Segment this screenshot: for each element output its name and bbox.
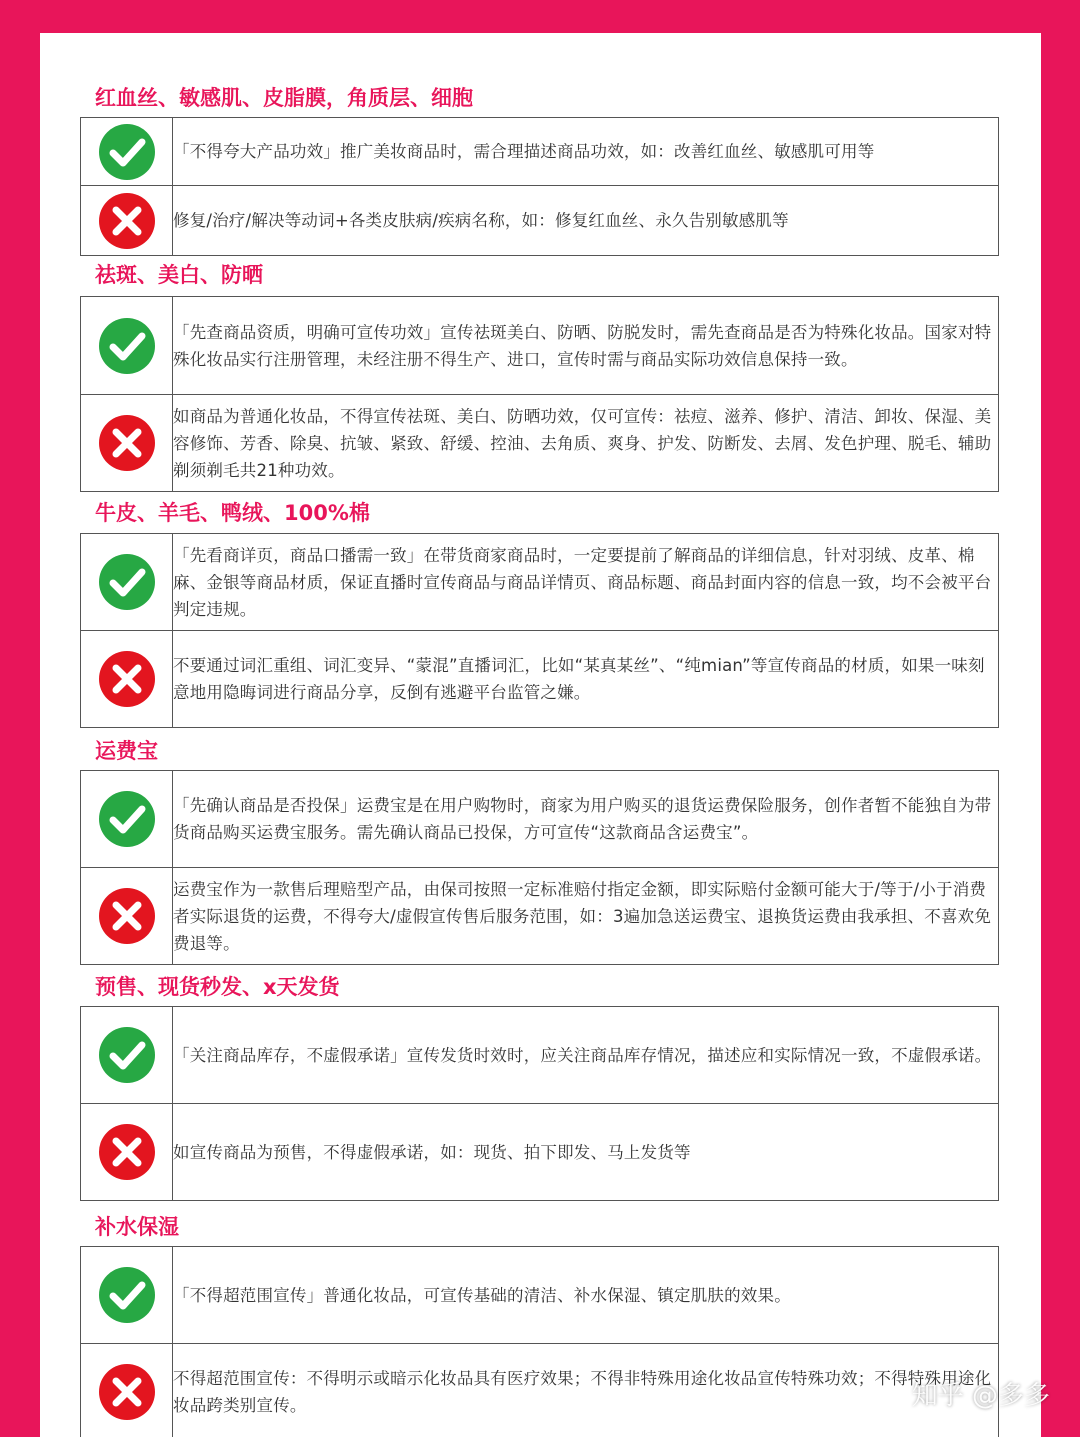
rule-text: 不得超范围宣传：不得明示或暗示化妆品具有医疗效果；不得非特殊用途化妆品宣传特殊功效；不得特殊用途化妆品跨类别宣传。 (173, 1344, 999, 1437)
rules-table (80, 533, 999, 728)
rule-row-forbidden (81, 186, 999, 256)
rules-table (80, 117, 999, 256)
watermark: 知乎 @多多 (911, 1381, 1050, 1411)
check-icon (97, 789, 157, 849)
rule-text: 「先查商品资质，明确可宣传功效」宣传祛斑美白、防晒、防脱发时，需先查商品是否为特殊化妆品。国家对特殊化妆品实行注册管理，未经注册不得生产、进口，宣传时需与商品实际功效信息保持一致。 (173, 297, 999, 395)
rule-text: 「不得超范围宣传」普通化妆品，可宣传基础的清洁、补水保湿、镇定肌肤的效果。 (173, 1247, 999, 1344)
section-title: 补水保湿 (95, 1215, 179, 1239)
section-title: 红血丝、敏感肌、皮脂膜，角质层、细胞 (95, 86, 473, 110)
cross-icon (97, 1122, 157, 1182)
section-title: 祛斑、美白、防晒 (95, 263, 263, 287)
section-title: 牛皮、羊毛、鸭绒、100%棉 (95, 501, 370, 525)
rule-text: 不要通过词汇重组、词汇变异、“蒙混”直播词汇，比如“某真某丝”、“纯mian”等宣传商品的材质，如果一味刻意地用隐晦词进行商品分享，反倒有逃避平台监管之嫌。 (173, 631, 999, 728)
rules-table (80, 1006, 999, 1201)
check-icon (97, 552, 157, 612)
check-icon (97, 122, 157, 182)
cross-icon (97, 886, 157, 946)
cross-icon (97, 1362, 157, 1422)
rule-row-allowed (81, 1247, 999, 1344)
rule-row-forbidden (81, 395, 999, 492)
rule-row-forbidden (81, 1104, 999, 1201)
section-title: 运费宝 (95, 739, 158, 763)
cross-icon (97, 191, 157, 251)
rule-row-forbidden (81, 1344, 999, 1437)
rule-text: 「先确认商品是否投保」运费宝是在用户购物时，商家为用户购买的退货运费保险服务，创作者暂不能独自为带货商品购买运费宝服务。需先确认商品已投保，方可宣传“这款商品含运费宝”。 (173, 771, 999, 868)
rule-row-forbidden (81, 868, 999, 965)
cross-icon (97, 649, 157, 709)
rule-row-allowed (81, 771, 999, 868)
content-card (40, 33, 1041, 1437)
rule-row-allowed (81, 1007, 999, 1104)
rule-text: 「关注商品库存，不虚假承诺」宣传发货时效时，应关注商品库存情况，描述应和实际情况一致，不虚假承诺。 (173, 1007, 999, 1104)
check-icon (97, 316, 157, 376)
rule-row-forbidden (81, 631, 999, 728)
rule-text: 如商品为普通化妆品，不得宣传祛斑、美白、防晒功效，仅可宣传：祛痘、滋养、修护、清洁、卸妆、保湿、美容修饰、芳香、除臭、抗皱、紧致、舒缓、控油、去角质、爽身、护发、防断发、去屑、发色护理、脱毛、辅助剃须剃毛共21种功效。 (173, 395, 999, 492)
rule-text: 运费宝作为一款售后理赔型产品，由保司按照一定标准赔付指定金额，即实际赔付金额可能大于/等于/小于消费者实际退货的运费，不得夸大/虚假宣传售后服务范围，如：3遍加急送运费宝、退换货运费由我承担、不喜欢免费退等。 (173, 868, 999, 965)
section-title: 预售、现货秒发、x天发货 (95, 975, 340, 999)
rules-table (80, 770, 999, 965)
rule-text: 修复/治疗/解决等动词+各类皮肤病/疾病名称，如：修复红血丝、永久告别敏感肌等 (173, 186, 999, 256)
rules-table (80, 296, 999, 492)
rule-row-allowed (81, 297, 999, 395)
cross-icon (97, 413, 157, 473)
rule-text: 如宣传商品为预售，不得虚假承诺，如：现货、拍下即发、马上发货等 (173, 1104, 999, 1201)
rules-table (80, 1246, 999, 1437)
rule-text: 「先看商详页，商品口播需一致」在带货商家商品时，一定要提前了解商品的详细信息，针对羽绒、皮革、棉麻、金银等商品材质，保证直播时宣传商品与商品详情页、商品标题、商品封面内容的信息一致，均不会被平台判定违规。 (173, 534, 999, 631)
rule-row-allowed (81, 534, 999, 631)
check-icon (97, 1265, 157, 1325)
rule-row-allowed (81, 118, 999, 186)
rule-text: 「不得夸大产品功效」推广美妆商品时，需合理描述商品功效，如：改善红血丝、敏感肌可用等 (173, 118, 999, 186)
check-icon (97, 1025, 157, 1085)
